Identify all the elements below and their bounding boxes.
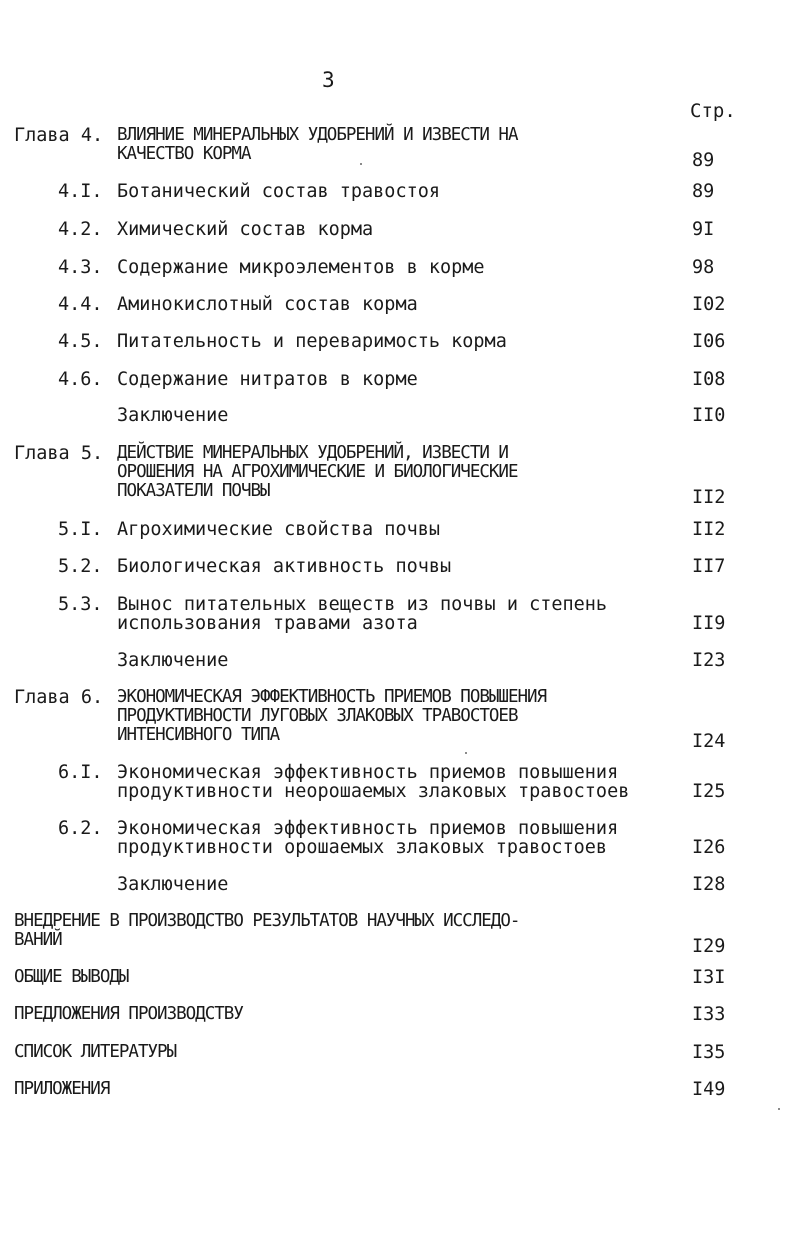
entry-page-number: I23: [692, 650, 726, 671]
entry-title: Экономическая эффективность приемов повышения продуктивности неорошаемых злаковых травостоев: [117, 762, 630, 802]
section-number: 6.I.: [58, 762, 103, 783]
entry-page-number: 89: [692, 181, 715, 202]
entry-title: Содержание нитратов в корме: [117, 369, 418, 390]
section-number: 5.3.: [58, 594, 103, 615]
entry-title: ПРИЛОЖЕНИЯ: [14, 1079, 110, 1099]
entry-title: ВНЕДРЕНИЕ В ПРОИЗВОДСТВО РЕЗУЛЬТАТОВ НАУЧНЫХ ИССЛЕДО- ВАНИЙ: [14, 911, 520, 950]
entry-page-number: I25: [692, 781, 726, 802]
section-number: 4.6.: [58, 369, 103, 390]
entry-page-number: I06: [692, 331, 726, 352]
section-number: 4.3.: [58, 257, 103, 278]
entry-page-number: 89: [692, 150, 715, 171]
entry-title: Питательность и переваримость корма: [117, 331, 507, 352]
entry-page-number: II7: [692, 556, 726, 577]
entry-title: ДЕЙСТВИЕ МИНЕРАЛЬНЫХ УДОБРЕНИЙ, ИЗВЕСТИ И ОРОШЕНИЯ НА АГРОХИМИЧЕСКИЕ И БИОЛОГИЧЕСКИЕ ПОКАЗАТЕЛИ ПОЧВЫ: [117, 443, 518, 501]
entry-title: Вынос питательных веществ из почвы и степень использования травами азота: [117, 594, 608, 634]
chapter-label: Глава 5.: [14, 443, 104, 464]
entry-title: Аминокислотный состав корма: [117, 294, 418, 315]
section-number: 6.2.: [58, 818, 103, 839]
entry-page-number: 98: [692, 257, 715, 278]
speck: [778, 1108, 780, 1110]
page-column-header: Стр.: [690, 100, 736, 122]
entry-page-number: I49: [692, 1079, 726, 1100]
section-number: 5.I.: [58, 519, 103, 540]
section-number: 4.5.: [58, 331, 103, 352]
entry-title: ОБЩИЕ ВЫВОДЫ: [14, 967, 129, 987]
chapter-label: Глава 6.: [14, 687, 104, 708]
entry-title: Заключение: [117, 405, 229, 426]
entry-title: ПРЕДЛОЖЕНИЯ ПРОИЗВОДСТВУ: [14, 1004, 243, 1024]
section-number: 4.I.: [58, 181, 103, 202]
entry-page-number: 9I: [692, 219, 715, 240]
entry-page-number: I29: [692, 936, 726, 957]
entry-page-number: I24: [692, 731, 726, 752]
section-number: 4.4.: [58, 294, 103, 315]
entry-title: Агрохимические свойства почвы: [117, 519, 441, 540]
entry-page-number: I02: [692, 294, 726, 315]
entry-title: Химический состав корма: [117, 219, 374, 240]
section-number: 5.2.: [58, 556, 103, 577]
entry-title: ВЛИЯНИЕ МИНЕРАЛЬНЫХ УДОБРЕНИЙ И ИЗВЕСТИ НА КАЧЕСТВО КОРМА: [117, 125, 518, 164]
section-number: 4.2.: [58, 219, 103, 240]
entry-title: Ботанический состав травостоя: [117, 181, 441, 202]
entry-page-number: I08: [692, 369, 726, 390]
entry-page-number: II9: [692, 613, 726, 634]
entry-page-number: II2: [692, 487, 726, 508]
entry-title: ЭКОНОМИЧЕСКАЯ ЭФФЕКТИВНОСТЬ ПРИЕМОВ ПОВЫШЕНИЯ ПРОДУКТИВНОСТИ ЛУГОВЫХ ЗЛАКОВЫХ ТРАВОСТОЕВ ИНТЕНСИВНОГО ТИПА: [117, 687, 547, 745]
speck: [360, 163, 362, 165]
entry-title: Экономическая эффективность приемов повышения продуктивности орошаемых злаковых травостоев: [117, 818, 619, 858]
chapter-label: Глава 4.: [14, 125, 104, 146]
entry-title: Заключение: [117, 650, 229, 671]
entry-page-number: I35: [692, 1042, 726, 1063]
speck: [465, 752, 467, 754]
entry-page-number: II0: [692, 405, 726, 426]
entry-page-number: I26: [692, 837, 726, 858]
entry-page-number: II2: [692, 519, 726, 540]
entry-page-number: I28: [692, 874, 726, 895]
entry-page-number: I3I: [692, 967, 726, 988]
entry-title: Заключение: [117, 874, 229, 895]
entry-title: Содержание микроэлементов в корме: [117, 257, 485, 278]
entry-title: СПИСОК ЛИТЕРАТУРЫ: [14, 1042, 177, 1062]
entry-page-number: I33: [692, 1004, 726, 1025]
entry-title: Биологическая активность почвы: [117, 556, 452, 577]
page-number: 3: [322, 68, 335, 92]
